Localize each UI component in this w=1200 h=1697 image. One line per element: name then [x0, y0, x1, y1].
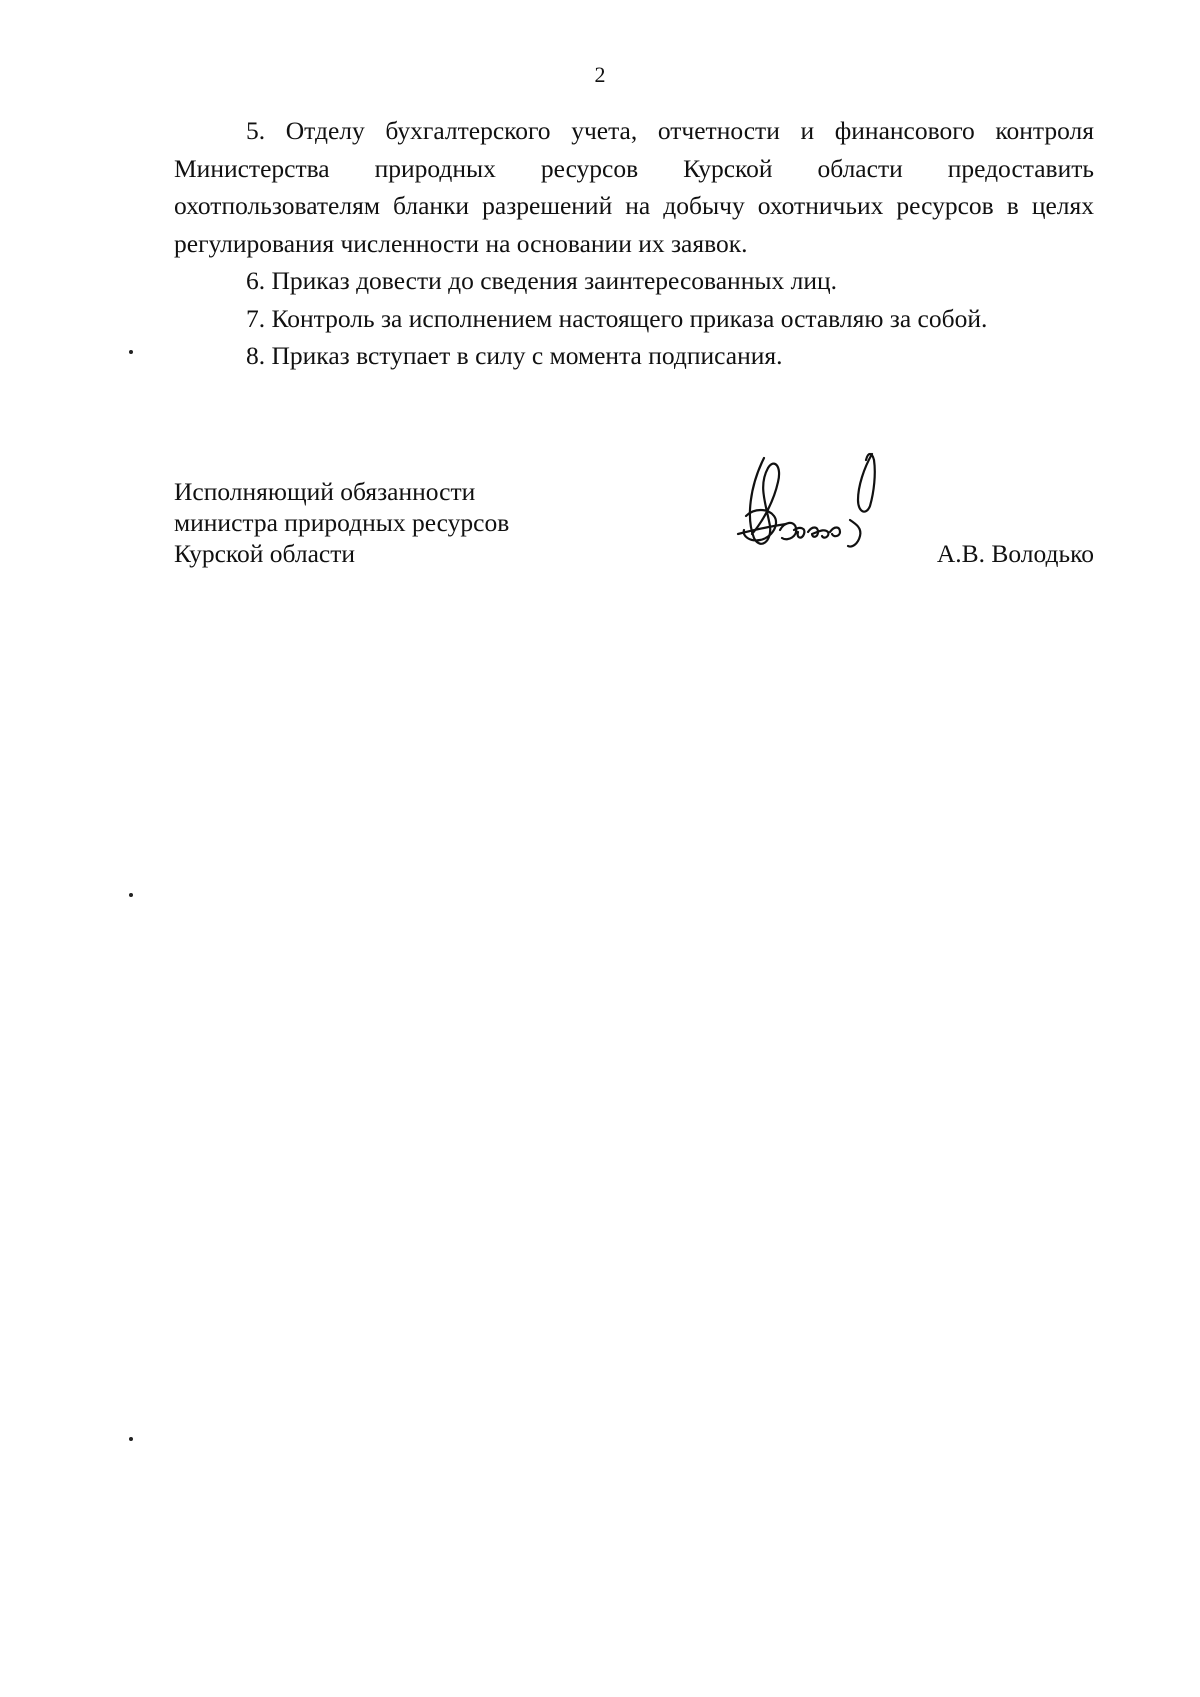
order-body — [174, 112, 1094, 375]
scan-artifact-dot — [129, 893, 133, 897]
signatory-name: А.В. Володько — [936, 539, 1094, 568]
scan-artifact-dot — [129, 350, 133, 354]
scan-artifact-dot — [129, 1437, 133, 1441]
order-item-5: 5. Отделу бухгалтерского учета, отчетности и финансового контроля Министерства природных ресурсов Курской области предоставить охотпользователям бланки разрешений на добычу охотничьих ресурсов в целях регулирования численности на основании их заявок. — [174, 116, 1094, 258]
order-item-8: 8. Приказ вступает в силу с момента подписания. — [246, 341, 783, 370]
order-item-7: 7. Контроль за исполнением настоящего приказа оставляю за собой. — [246, 303, 988, 333]
signatory-position-line: Исполняющий обязанности — [174, 477, 476, 506]
handwritten-signature-icon — [724, 446, 904, 566]
order-item-6: 6. Приказ довести до сведения заинтересованных лиц. — [246, 266, 837, 295]
page-number: 2 — [594, 62, 606, 87]
signatory-position-line: Курской области — [174, 539, 356, 568]
signatory-position-line: министра природных ресурсов — [174, 508, 510, 537]
signatory-position — [174, 476, 509, 569]
